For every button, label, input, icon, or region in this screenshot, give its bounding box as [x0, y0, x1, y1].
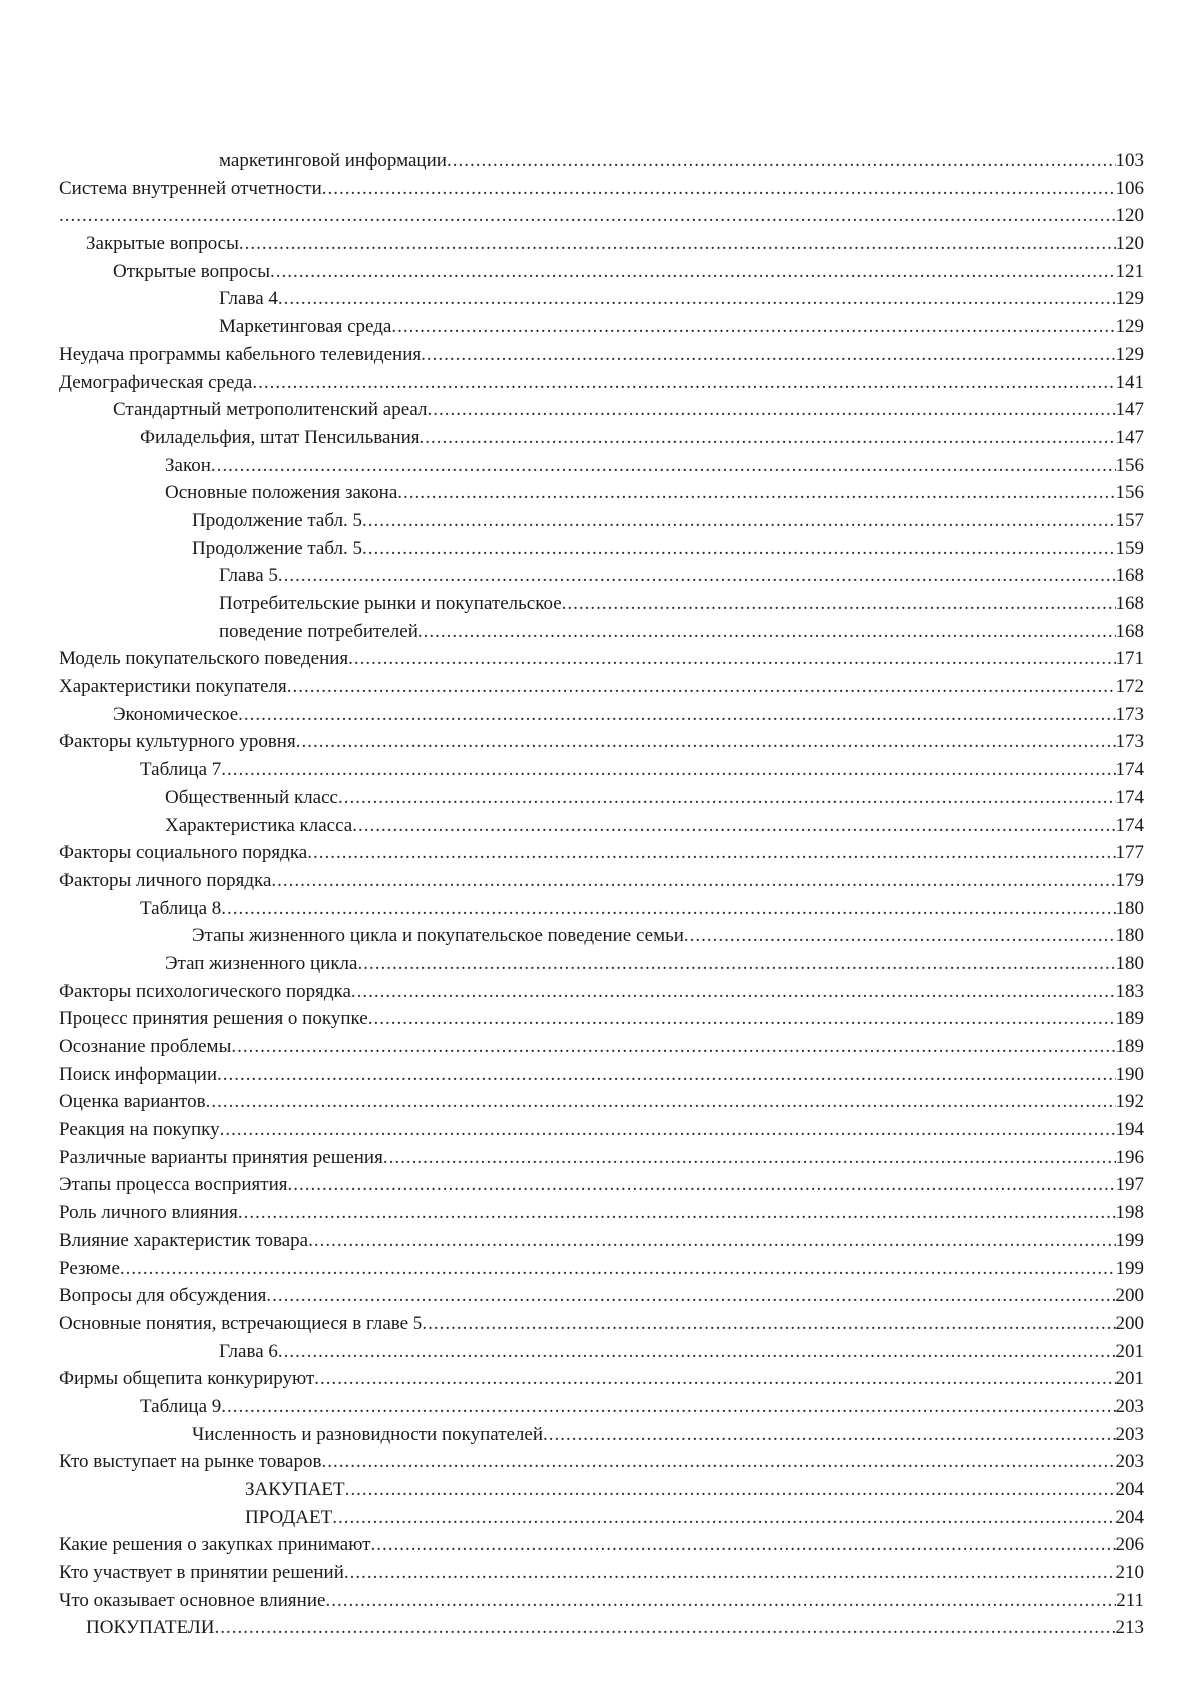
toc-entry[interactable]	[59, 230, 1144, 258]
toc-entry[interactable]	[59, 396, 1144, 424]
toc-entry-page-number: 174	[1116, 784, 1145, 812]
toc-entry[interactable]	[59, 1005, 1144, 1033]
toc-dot-leader	[206, 1088, 1116, 1116]
toc-dot-leader	[287, 673, 1116, 701]
toc-dot-leader	[308, 1227, 1115, 1255]
toc-entry-title: Факторы социального порядка	[59, 839, 307, 867]
toc-entry-page-number: 174	[1116, 756, 1145, 784]
toc-entry[interactable]	[59, 922, 1144, 950]
toc-entry-page-number: 210	[1116, 1559, 1145, 1587]
toc-dot-leader	[220, 1116, 1116, 1144]
toc-entry-title: маркетинговой информации	[219, 147, 447, 175]
toc-entry-page-number: 157	[1116, 507, 1145, 535]
toc-entry[interactable]	[59, 369, 1144, 397]
toc-dot-leader	[397, 479, 1115, 507]
toc-entry[interactable]	[59, 812, 1144, 840]
toc-entry-page-number: 147	[1116, 396, 1145, 424]
toc-dot-leader	[427, 396, 1115, 424]
toc-entry-title: Глава 4	[219, 285, 278, 313]
toc-entry[interactable]	[59, 202, 1144, 230]
toc-entry-page-number: 197	[1116, 1171, 1145, 1199]
toc-entry-page-number: 171	[1116, 645, 1145, 673]
toc-entry[interactable]	[59, 645, 1144, 673]
toc-entry-title: Факторы психологического порядка	[59, 978, 351, 1006]
toc-dot-leader	[120, 1255, 1116, 1283]
toc-dot-leader	[332, 1504, 1115, 1532]
toc-entry-title: Продолжение табл. 5	[192, 535, 362, 563]
toc-dot-leader	[238, 701, 1115, 729]
toc-dot-leader	[238, 1199, 1116, 1227]
toc-dot-leader	[296, 728, 1116, 756]
toc-entry[interactable]	[59, 1393, 1144, 1421]
toc-entry-page-number: 168	[1116, 590, 1145, 618]
toc-entry-page-number: 199	[1116, 1227, 1145, 1255]
toc-entry[interactable]	[59, 452, 1144, 480]
toc-dot-leader	[239, 230, 1116, 258]
toc-entry-title: Демографическая среда	[59, 369, 252, 397]
toc-entry-page-number: 194	[1116, 1116, 1145, 1144]
toc-entry[interactable]	[59, 285, 1144, 313]
toc-entry[interactable]	[59, 1504, 1144, 1532]
toc-entry[interactable]	[59, 1255, 1144, 1283]
toc-entry-page-number: 198	[1116, 1199, 1145, 1227]
toc-dot-leader	[215, 1614, 1116, 1642]
toc-entry[interactable]	[59, 618, 1144, 646]
toc-entry[interactable]	[59, 1614, 1144, 1642]
toc-entry-page-number: 120	[1116, 230, 1145, 258]
toc-entry[interactable]	[59, 1421, 1144, 1449]
toc-dot-leader	[362, 535, 1115, 563]
toc-entry-page-number: 180	[1116, 950, 1145, 978]
toc-entry-title: Характеристики покупателя	[59, 673, 287, 701]
toc-entry-title: Резюме	[59, 1255, 120, 1283]
toc-entry-title: Таблица 7	[140, 756, 221, 784]
toc-dot-leader	[321, 1448, 1115, 1476]
toc-entry-page-number: 177	[1116, 839, 1145, 867]
toc-entry[interactable]	[59, 756, 1144, 784]
toc-entry[interactable]	[59, 950, 1144, 978]
toc-entry-page-number: 121	[1116, 258, 1145, 286]
toc-entry-page-number: 173	[1116, 701, 1145, 729]
toc-dot-leader	[562, 590, 1116, 618]
toc-entry-title: Таблица 8	[140, 895, 221, 923]
toc-dot-leader	[278, 562, 1116, 590]
toc-entry-title: Закрытые вопросы	[86, 230, 239, 258]
toc-dot-leader	[345, 1476, 1116, 1504]
toc-entry-page-number: 129	[1116, 285, 1145, 313]
toc-entry[interactable]	[59, 424, 1144, 452]
toc-entry-title: Что оказывает основное влияние	[59, 1587, 325, 1615]
toc-entry[interactable]	[59, 562, 1144, 590]
toc-entry-title: Основные понятия, встречающиеся в главе 5	[59, 1310, 422, 1338]
toc-entry[interactable]	[59, 507, 1144, 535]
toc-entry-title: Продолжение табл. 5	[192, 507, 362, 535]
toc-entry[interactable]	[59, 341, 1144, 369]
toc-entry-title: Модель покупательского поведения	[59, 645, 348, 673]
toc-entry-page-number: 129	[1116, 341, 1145, 369]
toc-entry[interactable]	[59, 590, 1144, 618]
toc-entry-page-number: 200	[1116, 1310, 1145, 1338]
toc-dot-leader	[217, 1061, 1116, 1089]
toc-entry-page-number: 201	[1116, 1338, 1145, 1366]
toc-dot-leader	[322, 175, 1116, 203]
toc-entry[interactable]	[59, 1587, 1144, 1615]
toc-dot-leader	[211, 452, 1116, 480]
toc-entry-page-number: 200	[1116, 1282, 1145, 1310]
toc-entry-title: поведение потребителей	[219, 618, 418, 646]
toc-entry-page-number: 206	[1116, 1531, 1145, 1559]
toc-dot-leader	[420, 424, 1116, 452]
toc-entry[interactable]	[59, 1338, 1144, 1366]
toc-dot-leader	[338, 784, 1116, 812]
toc-dot-leader	[383, 1144, 1116, 1172]
toc-entry[interactable]	[59, 701, 1144, 729]
toc-entry[interactable]	[59, 1365, 1144, 1393]
toc-entry-page-number: 204	[1116, 1504, 1145, 1532]
toc-entry-title: ПРОДАЕТ	[245, 1504, 332, 1532]
toc-entry-page-number: 103	[1116, 147, 1145, 175]
toc-entry[interactable]	[59, 1116, 1144, 1144]
toc-entry-page-number: 147	[1116, 424, 1145, 452]
toc-entry[interactable]	[59, 1061, 1144, 1089]
toc-entry-title: Общественный класс	[165, 784, 338, 812]
toc-dot-leader	[307, 839, 1115, 867]
toc-entry-page-number: 192	[1116, 1088, 1145, 1116]
toc-entry-title: Факторы культурного уровня	[59, 728, 296, 756]
toc-dot-leader	[231, 1033, 1115, 1061]
toc-dot-leader	[418, 618, 1116, 646]
toc-entry[interactable]	[59, 978, 1144, 1006]
toc-entry-title: Влияние характеристик товара	[59, 1227, 308, 1255]
toc-entry[interactable]	[59, 1448, 1144, 1476]
toc-dot-leader	[221, 1393, 1115, 1421]
toc-entry[interactable]	[59, 1033, 1144, 1061]
toc-entry-title: Вопросы для обсуждения	[59, 1282, 266, 1310]
toc-entry-title: Кто выступает на рынке товаров	[59, 1448, 321, 1476]
toc-dot-leader	[352, 812, 1115, 840]
toc-dot-leader	[370, 1531, 1115, 1559]
toc-entry-page-number: 180	[1116, 922, 1145, 950]
toc-entry[interactable]	[59, 673, 1144, 701]
toc-entry-title: Какие решения о закупках принимают	[59, 1531, 370, 1559]
toc-entry-title: Поиск информации	[59, 1061, 217, 1089]
toc-dot-leader	[266, 1282, 1115, 1310]
toc-entry[interactable]	[59, 1531, 1144, 1559]
toc-entry-page-number: 168	[1116, 562, 1145, 590]
toc-entry-page-number: 156	[1116, 479, 1145, 507]
toc-dot-leader	[325, 1587, 1116, 1615]
toc-entry[interactable]	[59, 479, 1144, 507]
toc-entry-page-number: 213	[1116, 1614, 1145, 1642]
toc-entry[interactable]	[59, 867, 1144, 895]
toc-entry[interactable]	[59, 839, 1144, 867]
toc-entry[interactable]	[59, 175, 1144, 203]
toc-dot-leader	[391, 313, 1115, 341]
toc-entry-title: Роль личного влияния	[59, 1199, 238, 1227]
toc-entry-page-number: 156	[1116, 452, 1145, 480]
toc-dot-leader	[362, 507, 1115, 535]
toc-dot-leader	[543, 1421, 1115, 1449]
toc-dot-leader	[271, 867, 1115, 895]
toc-dot-leader	[447, 147, 1116, 175]
toc-entry-page-number: 129	[1116, 313, 1145, 341]
toc-dot-leader	[221, 756, 1115, 784]
toc-entry-page-number: 189	[1116, 1005, 1145, 1033]
toc-entry-title: Закон	[165, 452, 211, 480]
toc-entry-title: Экономическое	[113, 701, 238, 729]
toc-entry-title: Система внутренней отчетности	[59, 175, 322, 203]
toc-dot-leader	[314, 1365, 1115, 1393]
toc-entry-page-number: 173	[1116, 728, 1145, 756]
toc-entry-page-number: 203	[1116, 1421, 1145, 1449]
toc-entry-page-number: 211	[1116, 1587, 1144, 1615]
toc-entry[interactable]	[59, 784, 1144, 812]
toc-entry-title: Характеристика класса	[165, 812, 352, 840]
toc-entry-title: Этапы процесса восприятия	[59, 1171, 288, 1199]
toc-entry[interactable]	[59, 895, 1144, 923]
toc-entry-page-number: 106	[1116, 175, 1145, 203]
toc-entry-title: Процесс принятия решения о покупке	[59, 1005, 368, 1033]
toc-entry-title: ПОКУПАТЕЛИ	[86, 1614, 215, 1642]
toc-dot-leader	[421, 341, 1115, 369]
toc-entry-page-number: 201	[1116, 1365, 1145, 1393]
toc-entry-title: Открытые вопросы	[113, 258, 270, 286]
toc-entry-page-number: 190	[1116, 1061, 1145, 1089]
toc-entry-title: Этапы жизненного цикла и покупательское поведение семьи	[192, 922, 684, 950]
toc-dot-leader	[368, 1005, 1116, 1033]
toc-entry-title: Неудача программы кабельного телевидения	[59, 341, 421, 369]
toc-dot-leader	[357, 950, 1115, 978]
toc-entry-page-number: 141	[1116, 369, 1145, 397]
toc-entry-title: Таблица 9	[140, 1393, 221, 1421]
toc-dot-leader	[348, 645, 1115, 673]
toc-entry-title: Различные варианты принятия решения	[59, 1144, 383, 1172]
toc-entry-page-number: 179	[1116, 867, 1145, 895]
toc-entry-title: Глава 6	[219, 1338, 278, 1366]
toc-entry-title: Глава 5	[219, 562, 278, 590]
toc-dot-leader	[252, 369, 1115, 397]
toc-dot-leader	[288, 1171, 1116, 1199]
toc-entry-page-number: 183	[1116, 978, 1145, 1006]
toc-entry-page-number: 168	[1116, 618, 1145, 646]
toc-dot-leader	[278, 285, 1116, 313]
toc-entry-page-number: 174	[1116, 812, 1145, 840]
toc-dot-leader	[221, 895, 1115, 923]
toc-entry-title: Численность и разновидности покупателей	[192, 1421, 543, 1449]
toc-entry-page-number: 196	[1116, 1144, 1145, 1172]
toc-entry[interactable]	[59, 1476, 1144, 1504]
toc-entry[interactable]	[59, 535, 1144, 563]
toc-entry-title: Филадельфия, штат Пенсильвания	[140, 424, 420, 452]
toc-entry-page-number: 189	[1116, 1033, 1145, 1061]
toc-entry[interactable]	[59, 728, 1144, 756]
toc-entry-page-number: 203	[1116, 1393, 1145, 1421]
toc-entry-title: Этап жизненного цикла	[165, 950, 357, 978]
toc-dot-leader	[59, 202, 1116, 230]
toc-entry-title: Потребительские рынки и покупательское	[219, 590, 562, 618]
toc-entry[interactable]	[59, 1227, 1144, 1255]
toc-entry-page-number: 199	[1116, 1255, 1145, 1283]
toc-entry-page-number: 203	[1116, 1448, 1145, 1476]
toc-entry-title: Факторы личного порядка	[59, 867, 271, 895]
toc-entry-title: Оценка вариантов	[59, 1088, 206, 1116]
table-of-contents	[59, 147, 1144, 1642]
toc-entry-page-number: 120	[1116, 202, 1145, 230]
toc-entry[interactable]	[59, 258, 1144, 286]
toc-entry-title: ЗАКУПАЕТ	[245, 1476, 345, 1504]
toc-entry-page-number: 172	[1116, 673, 1145, 701]
toc-entry[interactable]	[59, 1310, 1144, 1338]
toc-entry[interactable]	[59, 1144, 1144, 1172]
toc-entry-title: Реакция на покупку	[59, 1116, 220, 1144]
toc-entry-title: Фирмы общепита конкурируют	[59, 1365, 314, 1393]
toc-entry[interactable]	[59, 1282, 1144, 1310]
toc-dot-leader	[344, 1559, 1116, 1587]
toc-entry-title: Осознание проблемы	[59, 1033, 231, 1061]
toc-dot-leader	[351, 978, 1116, 1006]
toc-entry-title: Маркетинговая среда	[219, 313, 391, 341]
toc-entry[interactable]	[59, 1559, 1144, 1587]
toc-entry-title: Основные положения закона	[165, 479, 397, 507]
toc-entry-page-number: 204	[1116, 1476, 1145, 1504]
toc-entry-title: Стандартный метрополитенский ареал	[113, 396, 427, 424]
toc-dot-leader	[422, 1310, 1115, 1338]
toc-entry[interactable]	[59, 313, 1144, 341]
toc-entry-page-number: 180	[1116, 895, 1145, 923]
toc-entry-page-number: 159	[1116, 535, 1145, 563]
toc-entry[interactable]	[59, 1199, 1144, 1227]
toc-entry[interactable]	[59, 1088, 1144, 1116]
toc-dot-leader	[270, 258, 1116, 286]
toc-entry[interactable]	[59, 1171, 1144, 1199]
toc-entry-title: Кто участвует в принятии решений	[59, 1559, 344, 1587]
toc-entry[interactable]	[59, 147, 1144, 175]
toc-dot-leader	[684, 922, 1116, 950]
toc-dot-leader	[278, 1338, 1116, 1366]
